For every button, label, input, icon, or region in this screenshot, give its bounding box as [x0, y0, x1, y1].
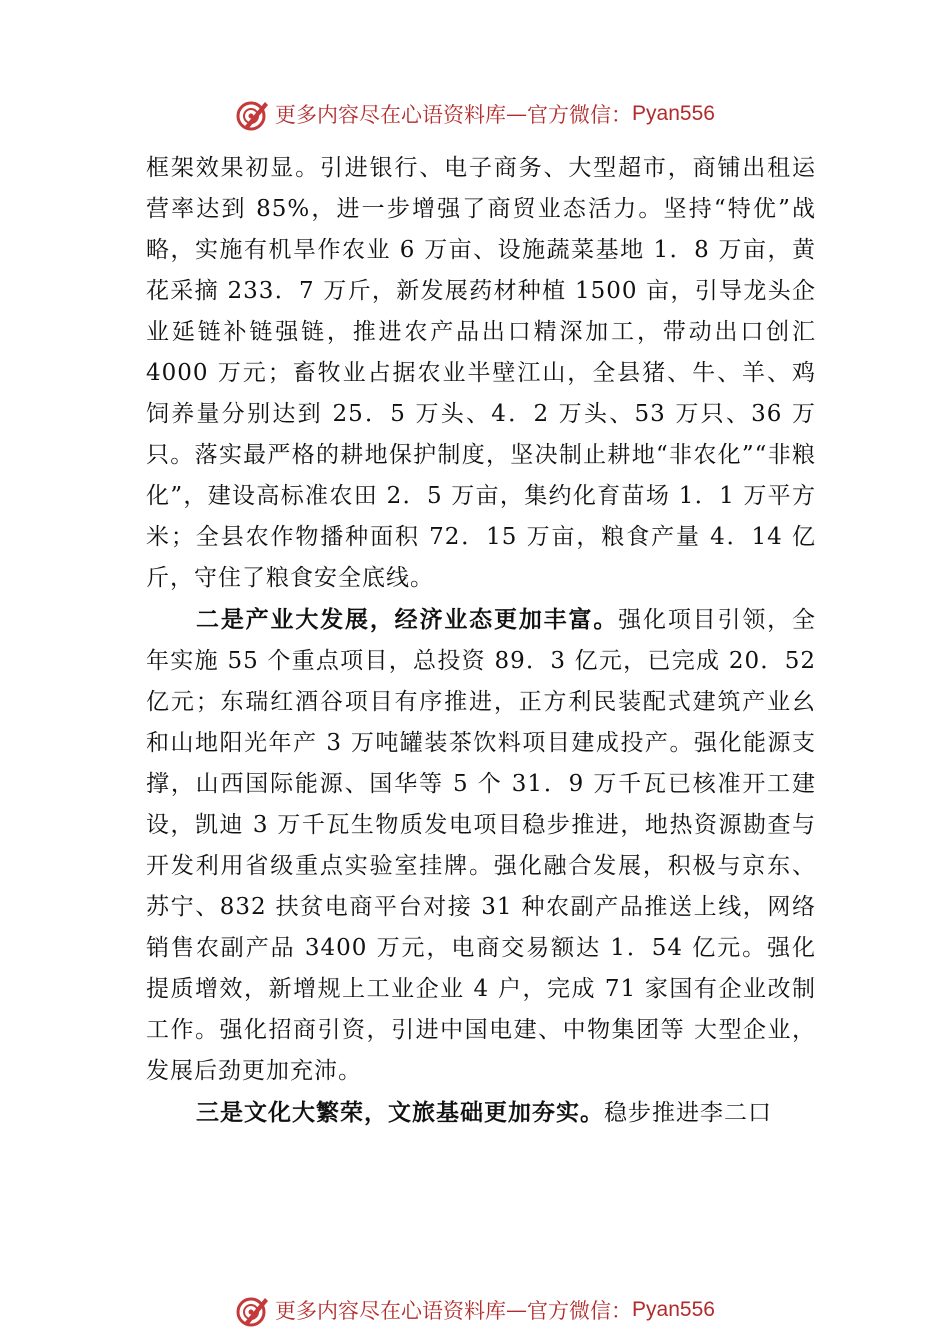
- banner-text: 更多内容尽在心语资料库: [275, 103, 507, 127]
- document-body: [146, 148, 816, 1134]
- footer-watermark-banner: [0, 1290, 950, 1330]
- paragraph-1: [146, 148, 816, 599]
- banner-wechat-id: Pyan556: [632, 102, 715, 125]
- header-watermark-banner: [0, 94, 950, 134]
- brand-logo-icon: [235, 1292, 271, 1328]
- banner-text: 更多内容尽在心语资料库: [275, 1299, 507, 1323]
- banner-official-label: 官方微信：: [527, 1299, 633, 1323]
- paragraph-3-body: 稳步推进李二口: [604, 1100, 772, 1126]
- banner-wechat-id: Pyan556: [632, 1298, 715, 1321]
- banner-separator: —: [506, 102, 528, 126]
- paragraph-2-body: 强化项目引领，全年实施 55 个重点项目，总投资 89．3 亿元，已完成 20．52 亿元；东瑞红酒谷项目有序推进，正方利民装配式建筑产业幺和山地阳光年产 3 万吨罐装茶饮料项目建成投产。强化能源支撑，山西国际能源、国华等 5 个 31．9 万千瓦已核准开工建设，凯迪 3 万千瓦生物质发电项目稳步推进，地热资源勘查与开发利用省级重点实验室挂牌。强化融合发展，积极与京东、苏宁、832 扶贫电商平台对接 31 种农副产品推送上线，网络销售农副产品 3400 万元，电商交易额达 1．54 亿元。强化提质增效，新增规上工业企业 4 户，完成 71 家国有企业改制工作。强化招商引资，引进中国电建、中物集团等 大型企业，发展后劲更加充沛。: [146, 607, 817, 1084]
- paragraph-2-lead: 二是产业大发展，经济业态更加丰富。: [196, 606, 619, 633]
- paragraph-1-body: 框架效果初显。引进银行、电子商务、大型超市，商铺出租运营率达到 85%，进一步增强了商贸业态活力。坚持“特优”战略，实施有机旱作农业 6 万亩、设施蔬菜基地 1．8 万亩，黄花采摘 233．7 万斤，新发展药材种植 1500 亩，引导龙头企业延链补链强链，推进农产品出口精深加工，带动出口创汇 4000 万元；畜牧业占据农业半壁江山，全县猪、牛、羊、鸡饲养量分别达到 25．5 万头、4．2 万头、53 万只、36 万只。落实最严格的耕地保护制度，坚决制止耕地“非农化”“非粮化”，建设高标准农田 2．5 万亩，集约化育苗场 1．1 万平方米；全县农作物播种面积 72．15 万亩，粮食产量 4．14 亿斤，守住了粮食安全底线。: [146, 155, 816, 591]
- paragraph-3: [146, 1092, 816, 1134]
- banner-separator: —: [506, 1298, 528, 1322]
- paragraph-3-lead: 三是文化大繁荣，文旅基础更加夯实。: [196, 1099, 604, 1126]
- brand-logo-icon: [235, 96, 271, 132]
- banner-official-label: 官方微信：: [527, 103, 633, 127]
- paragraph-2: [146, 599, 816, 1092]
